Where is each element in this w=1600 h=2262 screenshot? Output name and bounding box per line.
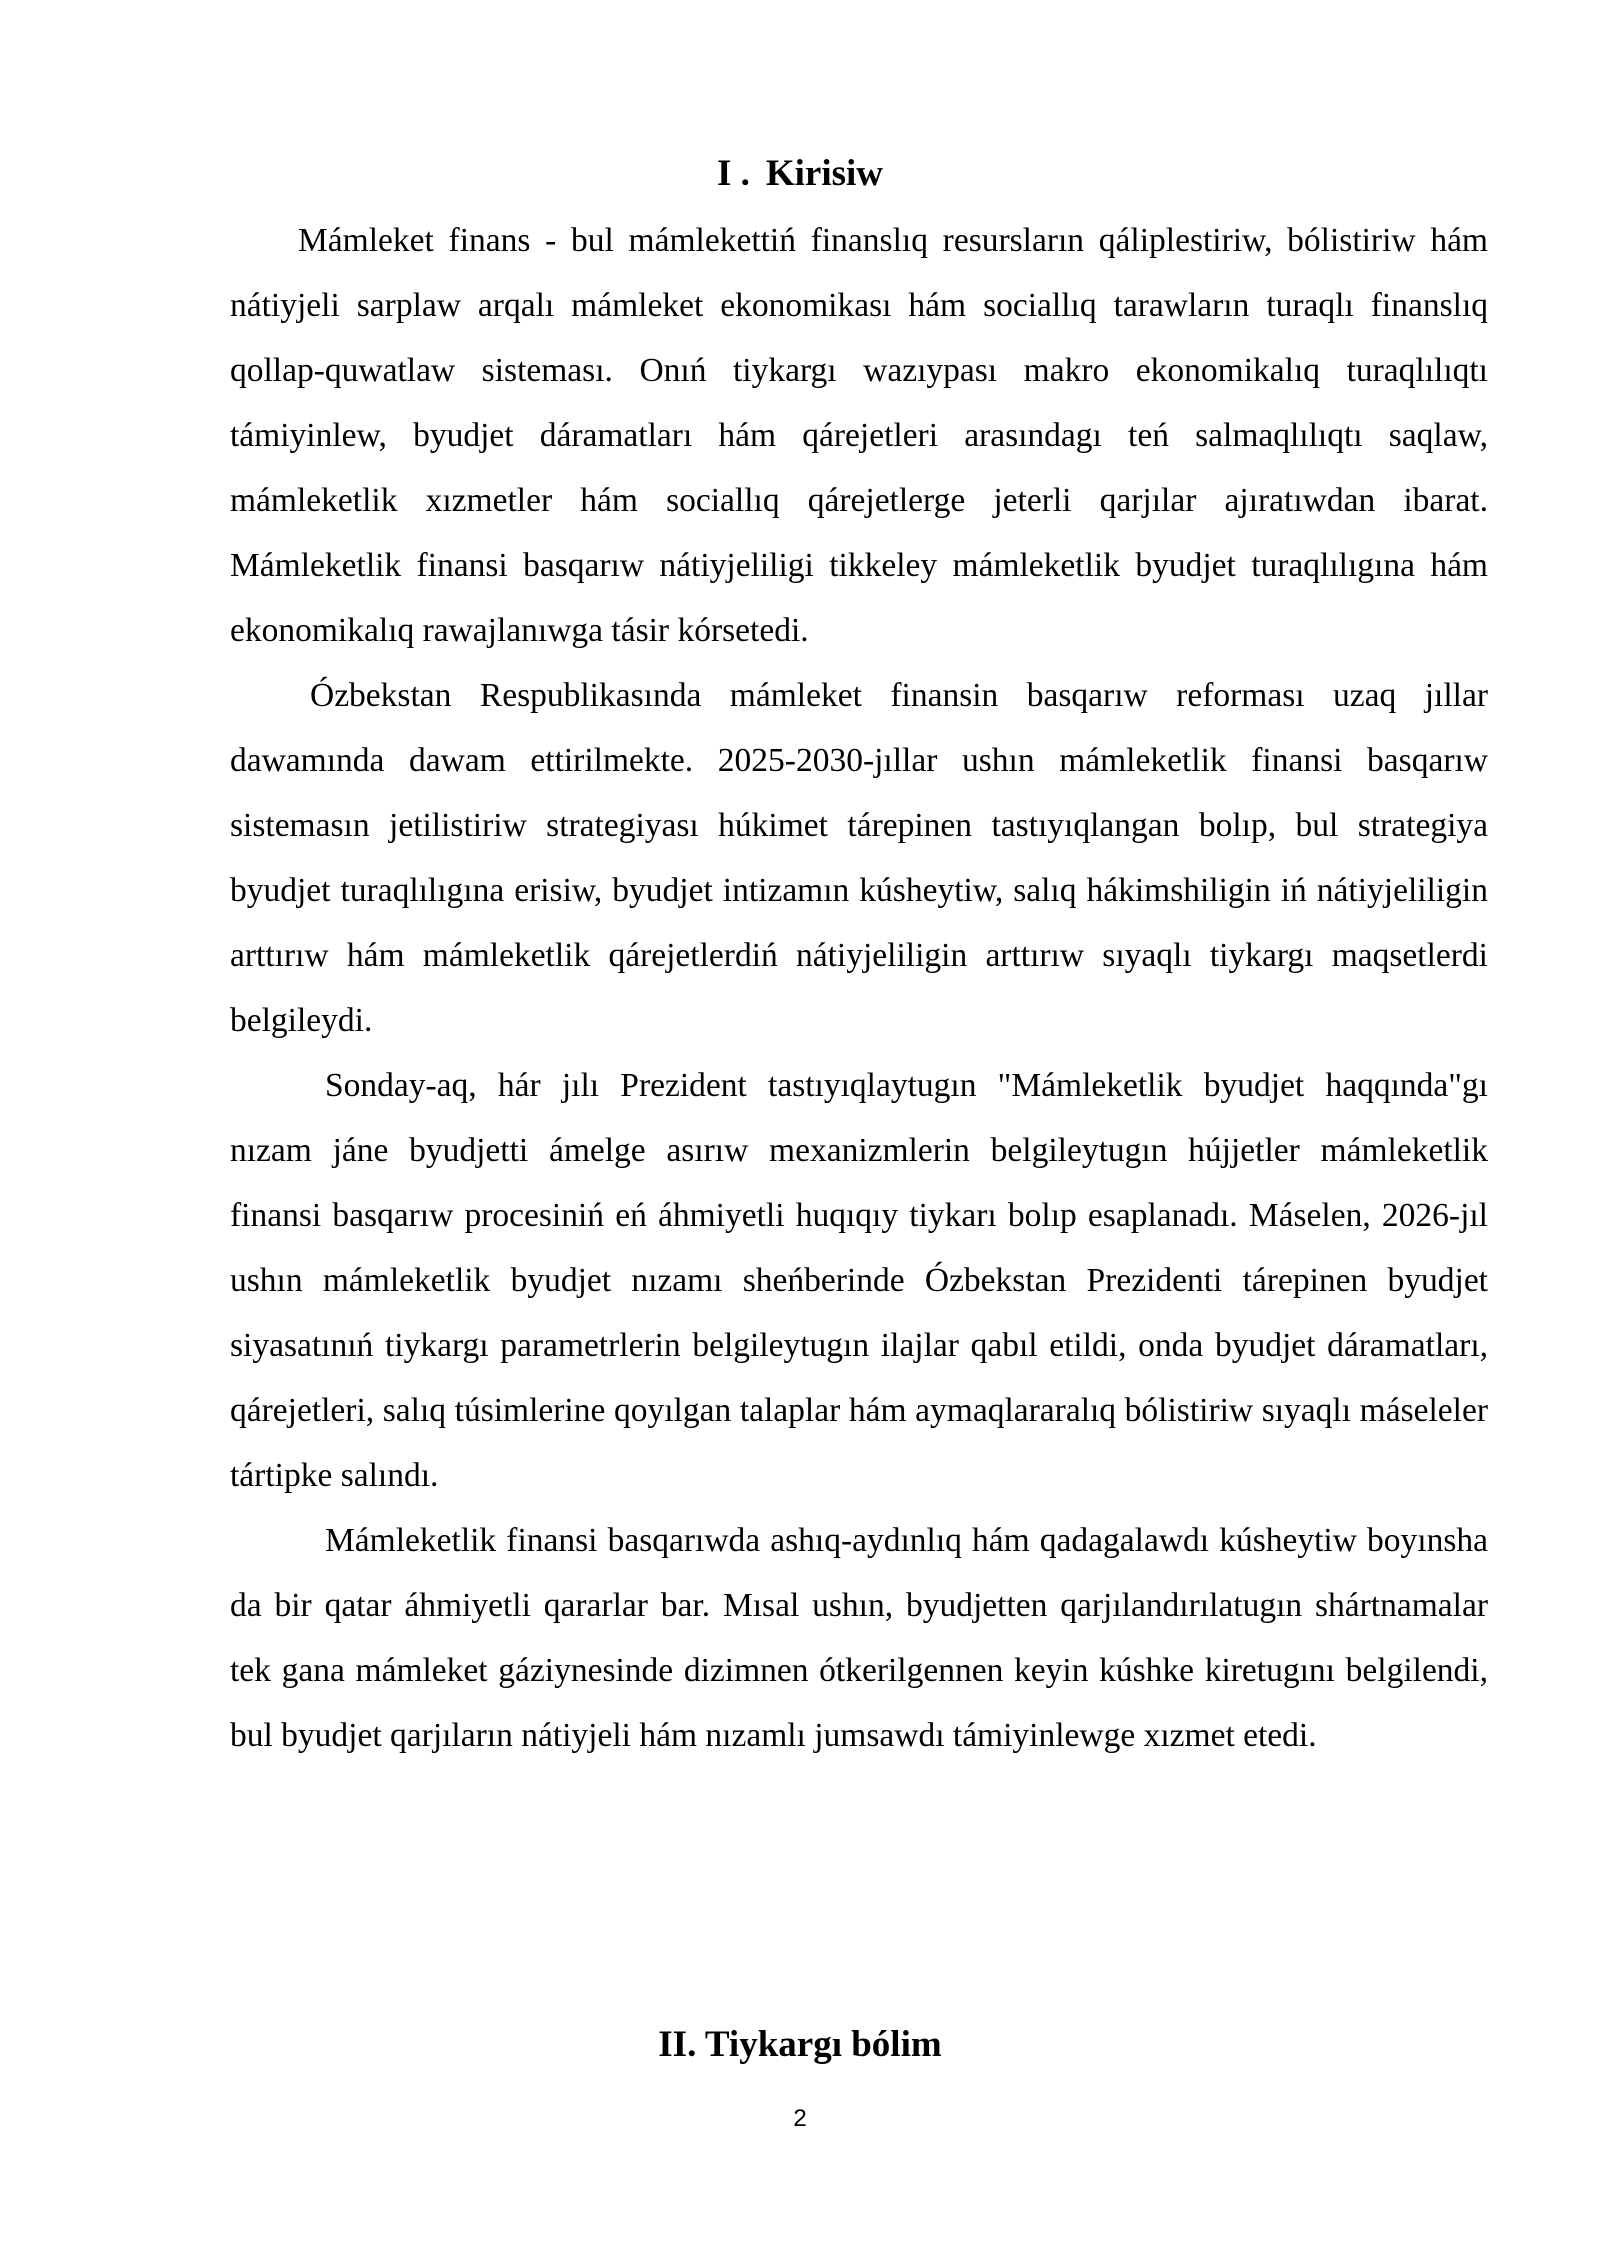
section-heading-introduction bbox=[0, 152, 1600, 196]
paragraph: Mámleket finans - bul mámlekettiń finanslıq resursların qáliplestiriw, bólistiriw hám nátiyjeli sarplaw arqalı mámleket ekonomikası hám sociallıq tarawların turaqlı finanslıq qollap-quwatlaw sisteması. Onıń tiykargı wazıypası makro ekonomikalıq turaqlılıqtı támiyinlew, byudjet dáramatları hám qárejetleri arasındagı teń salmaqlılıqtı saqlaw, mámleketlik xızmetler hám sociallıq qárejetlerge jeterli qarjılar ajıratıwdan ibarat. Mámleketlik finansi basqarıw nátiyjeliligi tikkeley mámleketlik byudjet turaqlılıgına hám ekonomikalıq rawajlanıwga tásir kórsetedi. bbox=[230, 222, 1488, 649]
paragraph: Ózbekstan Respublikasında mámleket finansin basqarıw reforması uzaq jıllar dawamında dawam ettirilmekte. 2025-2030-jıllar ushın mámleketlik finansi basqarıw sistemasın jetilistiriw strategiyası húkimet tárepinen tastıyıqlangan bolıp, bul strategiya byudjet turaqlılıgına erisiw, byudjet intizamın kúsheytiw, salıq hákimshiligin iń nátiyjeliligin arttırıw hám mámleketlik qárejetlerdiń nátiyjeliligin arttırıw sıyaqlı tiykargı maqsetlerdi belgileydi. bbox=[230, 677, 1488, 1039]
section-heading-main-part: II. Tiykargı bólim bbox=[658, 2024, 942, 2065]
paragraph: Mámleketlik finansi basqarıwda ashıq-aydınlıq hám qadagalawdı kúsheytiw boyınsha da bir qatar áhmiyetli qararlar bar. Mısal ushın, byudjetten qarjılandırılatugın shártnamalar tek gana mámleket gáziynesinde dizimnen ótkerilgennen keyin kúshke kiretugını belgilendi, bul byudjet qarjıların nátiyjeli hám nızamlı jumsawdı támiyinlewge xızmet etedi. bbox=[230, 1522, 1488, 1754]
section-number: I . bbox=[716, 153, 750, 194]
page-number: 2 bbox=[793, 2105, 807, 2132]
body-text bbox=[230, 208, 1488, 1768]
paragraph: Sonday-aq, hár jılı Prezident tastıyıqlaytugın "Mámleketlik byudjet haqqında"gı nızam jáne byudjetti ámelge asırıw mexanizmlerin belgileytugın hújjetler mámleketlik finansi basqarıw procesiniń eń áhmiyetli huqıqıy tiykarı bolıp esaplanadı. Máselen, 2026-jıl ushın mámleketlik byudjet nızamı sheńberinde Ózbekstan Prezidenti tárepinen byudjet siyasatınıń tiykargı parametrlerin belgileytugın ilajlar qabıl etildi, onda byudjet dáramatları, qárejetleri, salıq túsimlerine qoyılgan talaplar hám aymaqlararalıq bólistiriw sıyaqlı máseleler tártipke salındı. bbox=[230, 1067, 1488, 1494]
section-title: Kirisiw bbox=[765, 153, 884, 194]
